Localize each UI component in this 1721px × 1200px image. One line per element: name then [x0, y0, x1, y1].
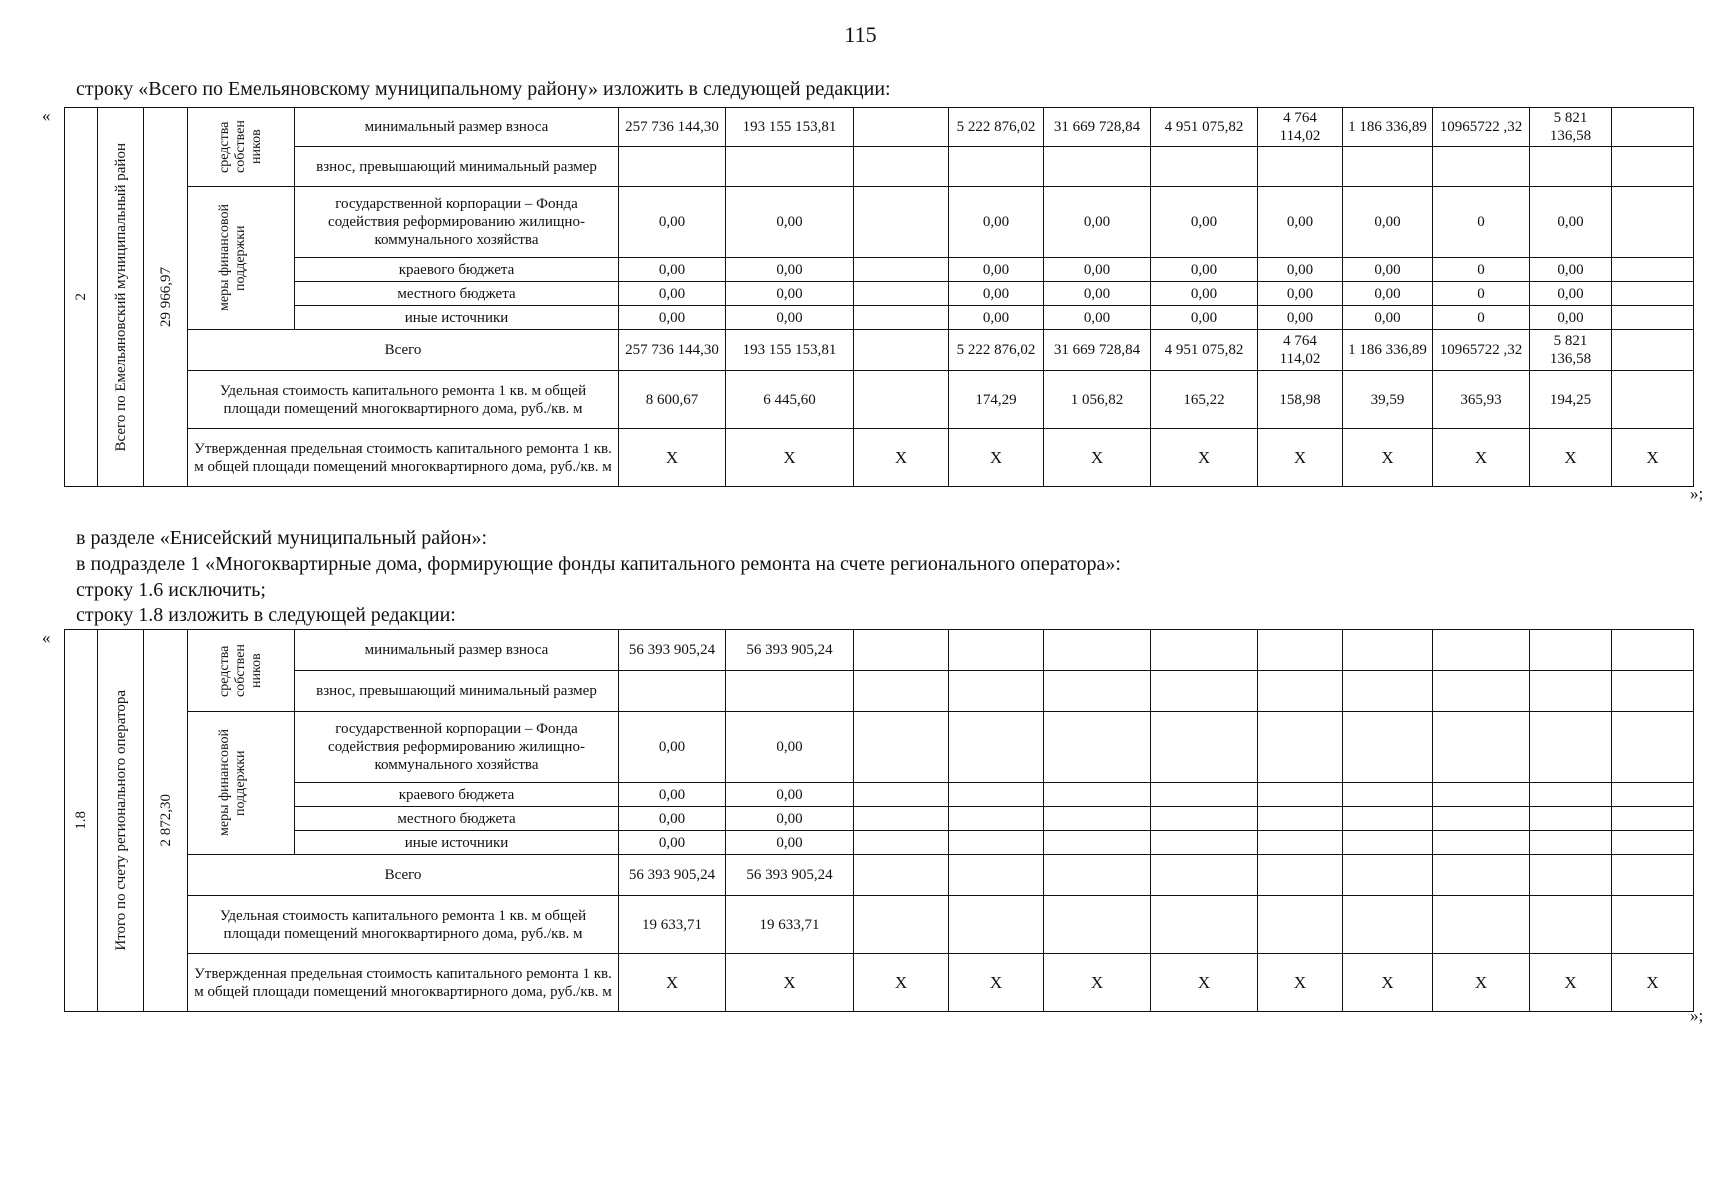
value-cell: 5 821 136,58 — [1530, 330, 1612, 371]
value-cell: 0,00 — [949, 306, 1044, 330]
table-row — [65, 712, 1694, 783]
value-cell — [949, 807, 1044, 831]
value-cell — [949, 671, 1044, 712]
value-cell — [1612, 306, 1694, 330]
value-cell: 0 — [1433, 187, 1530, 258]
value-cell: 158,98 — [1258, 371, 1343, 429]
value-cell: X — [1530, 954, 1612, 1012]
intro-line: строку «Всего по Емельяновскому муниципальному району» изложить в следующей редакции: — [76, 78, 891, 100]
value-cell: 194,25 — [1530, 371, 1612, 429]
value-cell — [1612, 807, 1694, 831]
value-cell: X — [619, 429, 726, 487]
value-cell: 39,59 — [1343, 371, 1433, 429]
section-line-1: в разделе «Енисейский муниципальный район»: — [76, 527, 488, 549]
value-cell: 193 155 153,81 — [726, 330, 854, 371]
row-number-cell — [65, 630, 98, 1012]
value-cell — [1343, 896, 1433, 954]
value-cell — [1258, 831, 1343, 855]
value-cell — [854, 807, 949, 831]
table-row — [65, 371, 1694, 429]
value-cell — [1612, 855, 1694, 896]
value-cell — [726, 147, 854, 187]
value-cell — [1258, 896, 1343, 954]
table-row — [65, 429, 1694, 487]
row-name: Итого по счету регионального оператора — [112, 690, 129, 951]
value-cell: X — [1258, 954, 1343, 1012]
value-cell: 0,00 — [619, 807, 726, 831]
value-cell: 0,00 — [1044, 306, 1151, 330]
value-cell — [1612, 258, 1694, 282]
value-cell — [1530, 855, 1612, 896]
value-cell — [1612, 108, 1694, 147]
value-cell: 5 222 876,02 — [949, 330, 1044, 371]
group-support-cell — [188, 712, 295, 855]
value-cell: X — [1044, 429, 1151, 487]
row-label: государственной корпорации – Фонда содействия реформированию жилищно-коммунального хозяйства — [295, 187, 619, 258]
value-cell: 0,00 — [619, 306, 726, 330]
table-row — [65, 671, 1694, 712]
group-owner-funds-label: средства собствен ников — [217, 644, 264, 697]
value-cell — [1044, 630, 1151, 671]
row-label: взнос, превышающий минимальный размер — [295, 147, 619, 187]
section-line-2: в подразделе 1 «Многоквартирные дома, формирующие фонды капитального ремонта на счете регионального оператора»: — [76, 553, 1121, 575]
open-quote-2: « — [42, 628, 51, 647]
value-cell: 257 736 144,30 — [619, 108, 726, 147]
value-cell — [1433, 807, 1530, 831]
value-cell: 0,00 — [726, 712, 854, 783]
value-cell — [1151, 855, 1258, 896]
value-cell — [1433, 783, 1530, 807]
value-cell: 0,00 — [949, 187, 1044, 258]
row-number-cell — [65, 108, 98, 487]
value-cell — [1151, 896, 1258, 954]
value-cell: X — [949, 429, 1044, 487]
value-cell — [1530, 630, 1612, 671]
table-row — [65, 630, 1694, 671]
value-cell — [1151, 630, 1258, 671]
value-cell — [854, 258, 949, 282]
value-cell: X — [1530, 429, 1612, 487]
value-cell — [949, 831, 1044, 855]
value-cell: 0,00 — [1258, 187, 1343, 258]
row-label: Всего — [188, 330, 619, 371]
value-cell — [1258, 147, 1343, 187]
value-cell — [1044, 671, 1151, 712]
value-cell — [619, 671, 726, 712]
value-cell — [1343, 712, 1433, 783]
value-cell: 0,00 — [1151, 306, 1258, 330]
value-cell: X — [1044, 954, 1151, 1012]
value-cell: 0,00 — [619, 831, 726, 855]
value-cell: 0,00 — [1151, 282, 1258, 306]
value-cell: 0,00 — [1530, 306, 1612, 330]
value-cell: 56 393 905,24 — [726, 630, 854, 671]
value-cell: 6 445,60 — [726, 371, 854, 429]
table-row — [65, 306, 1694, 330]
value-cell — [1258, 630, 1343, 671]
value-cell: 1 056,82 — [1044, 371, 1151, 429]
value-cell — [1343, 831, 1433, 855]
value-cell — [1433, 671, 1530, 712]
value-cell — [854, 831, 949, 855]
row-label: Утвержденная предельная стоимость капитального ремонта 1 кв. м общей площади помещений многоквартирного дома, руб./кв. м — [188, 429, 619, 487]
group-owner-funds-cell — [188, 108, 295, 187]
value-cell: 0,00 — [1530, 282, 1612, 306]
value-cell — [1530, 896, 1612, 954]
value-cell: 257 736 144,30 — [619, 330, 726, 371]
value-cell — [1343, 671, 1433, 712]
value-cell: 0,00 — [1530, 187, 1612, 258]
row-label: минимальный размер взноса — [295, 630, 619, 671]
table-row — [65, 783, 1694, 807]
value-cell: 4 764 114,02 — [1258, 330, 1343, 371]
row-label: иные источники — [295, 831, 619, 855]
value-cell — [619, 147, 726, 187]
value-cell: 0,00 — [1151, 258, 1258, 282]
value-cell — [1612, 671, 1694, 712]
value-cell — [1433, 831, 1530, 855]
row-label: иные источники — [295, 306, 619, 330]
value-cell: 0 — [1433, 306, 1530, 330]
value-cell — [1433, 896, 1530, 954]
page-number: 115 — [844, 22, 877, 47]
value-cell: 0,00 — [726, 831, 854, 855]
value-cell: 0,00 — [619, 783, 726, 807]
row-label: минимальный размер взноса — [295, 108, 619, 147]
row-label: Удельная стоимость капитального ремонта 1 кв. м общей площади помещений многоквартирного дома, руб./кв. м — [188, 896, 619, 954]
value-cell — [854, 147, 949, 187]
value-cell: X — [1343, 954, 1433, 1012]
value-cell: 5 821 136,58 — [1530, 108, 1612, 147]
value-cell: 4 951 075,82 — [1151, 108, 1258, 147]
value-cell — [854, 306, 949, 330]
row-name-cell — [98, 630, 144, 1012]
row-label: государственной корпорации – Фонда содействия реформированию жилищно-коммунального хозяйства — [295, 712, 619, 783]
value-cell: 10965722 ,32 — [1433, 108, 1530, 147]
value-cell — [1258, 855, 1343, 896]
value-cell — [1258, 783, 1343, 807]
row-label: местного бюджета — [295, 807, 619, 831]
row-name: Всего по Емельяновский муниципальный район — [112, 142, 129, 452]
table-row — [65, 954, 1694, 1012]
value-cell — [854, 896, 949, 954]
value-cell — [1258, 712, 1343, 783]
value-cell — [1343, 855, 1433, 896]
value-cell — [1612, 147, 1694, 187]
value-cell: 0,00 — [1343, 306, 1433, 330]
row-label: Утвержденная предельная стоимость капитального ремонта 1 кв. м общей площади помещений многоквартирного дома, руб./кв. м — [188, 954, 619, 1012]
row-name-cell — [98, 108, 144, 487]
value-cell — [1044, 712, 1151, 783]
section-line-4: строку 1.8 изложить в следующей редакции: — [76, 604, 456, 626]
table-row — [65, 831, 1694, 855]
value-cell: X — [726, 429, 854, 487]
value-cell — [854, 282, 949, 306]
value-cell: 19 633,71 — [619, 896, 726, 954]
close-quote-1: »; — [1690, 484, 1704, 503]
area-cell — [144, 630, 188, 1012]
row-label: краевого бюджета — [295, 783, 619, 807]
row-label: Удельная стоимость капитального ремонта 1 кв. м общей площади помещений многоквартирного дома, руб./кв. м — [188, 371, 619, 429]
value-cell: 0,00 — [1044, 258, 1151, 282]
value-cell: 0,00 — [726, 258, 854, 282]
value-cell: 4 951 075,82 — [1151, 330, 1258, 371]
value-cell: 56 393 905,24 — [726, 855, 854, 896]
value-cell: 0,00 — [619, 258, 726, 282]
open-quote-1: « — [42, 106, 51, 125]
section-line-3: строку 1.6 исключить; — [76, 579, 266, 601]
value-cell — [1612, 896, 1694, 954]
table-row — [65, 855, 1694, 896]
value-cell — [1612, 187, 1694, 258]
value-cell: 0,00 — [1044, 187, 1151, 258]
value-cell: 1 186 336,89 — [1343, 330, 1433, 371]
value-cell — [726, 671, 854, 712]
row-label: местного бюджета — [295, 282, 619, 306]
value-cell — [1433, 855, 1530, 896]
value-cell: 56 393 905,24 — [619, 855, 726, 896]
value-cell — [1151, 831, 1258, 855]
value-cell: 0,00 — [726, 282, 854, 306]
value-cell — [854, 108, 949, 147]
value-cell: 19 633,71 — [726, 896, 854, 954]
value-cell: 0,00 — [1151, 187, 1258, 258]
value-cell — [854, 330, 949, 371]
value-cell — [1530, 712, 1612, 783]
value-cell — [949, 147, 1044, 187]
value-cell — [1343, 807, 1433, 831]
value-cell — [1044, 783, 1151, 807]
value-cell — [1530, 807, 1612, 831]
value-cell: 8 600,67 — [619, 371, 726, 429]
value-cell — [1612, 712, 1694, 783]
value-cell: 0,00 — [1343, 187, 1433, 258]
value-cell — [1044, 147, 1151, 187]
table-row — [65, 282, 1694, 306]
group-support-cell — [188, 187, 295, 330]
value-cell: 0,00 — [619, 282, 726, 306]
table-emelyanovsky-total — [64, 107, 1694, 487]
value-cell — [1612, 282, 1694, 306]
table-row — [65, 896, 1694, 954]
value-cell: 0,00 — [619, 187, 726, 258]
value-cell — [1258, 807, 1343, 831]
value-cell — [1343, 147, 1433, 187]
value-cell — [854, 855, 949, 896]
value-cell: 0 — [1433, 258, 1530, 282]
value-cell: X — [1343, 429, 1433, 487]
value-cell: 10965722 ,32 — [1433, 330, 1530, 371]
value-cell: X — [1151, 954, 1258, 1012]
value-cell — [1433, 630, 1530, 671]
value-cell: 193 155 153,81 — [726, 108, 854, 147]
value-cell — [1612, 371, 1694, 429]
value-cell: X — [1612, 954, 1694, 1012]
value-cell: 0,00 — [1258, 258, 1343, 282]
row-label: краевого бюджета — [295, 258, 619, 282]
value-cell — [854, 187, 949, 258]
row-label: Всего — [188, 855, 619, 896]
value-cell — [1151, 783, 1258, 807]
table-row — [65, 807, 1694, 831]
value-cell — [949, 712, 1044, 783]
value-cell — [854, 783, 949, 807]
area-value: 29 966,97 — [157, 267, 174, 327]
value-cell: X — [1151, 429, 1258, 487]
value-cell — [1044, 855, 1151, 896]
value-cell: 0,00 — [1258, 282, 1343, 306]
value-cell: 174,29 — [949, 371, 1044, 429]
value-cell: 0,00 — [726, 187, 854, 258]
group-owner-funds-label: средства собствен ников — [217, 120, 264, 174]
group-support-label: меры финансовой поддержки — [217, 729, 248, 837]
value-cell — [1044, 831, 1151, 855]
table-row — [65, 147, 1694, 187]
area-cell — [144, 108, 188, 487]
value-cell: 0,00 — [1258, 306, 1343, 330]
row-number: 1.8 — [73, 811, 89, 830]
value-cell — [854, 712, 949, 783]
value-cell: 0 — [1433, 282, 1530, 306]
group-owner-funds-cell — [188, 630, 295, 712]
value-cell — [949, 855, 1044, 896]
value-cell — [1530, 783, 1612, 807]
value-cell — [1151, 147, 1258, 187]
value-cell — [1612, 630, 1694, 671]
value-cell: X — [1258, 429, 1343, 487]
value-cell: 0,00 — [726, 807, 854, 831]
value-cell: 0,00 — [949, 282, 1044, 306]
value-cell: 0,00 — [619, 712, 726, 783]
value-cell — [854, 630, 949, 671]
row-number: 2 — [73, 293, 89, 301]
value-cell — [1151, 807, 1258, 831]
table-row — [65, 108, 1694, 147]
value-cell — [1530, 671, 1612, 712]
value-cell — [1343, 630, 1433, 671]
value-cell: 4 764 114,02 — [1258, 108, 1343, 147]
value-cell — [1433, 712, 1530, 783]
value-cell — [1530, 147, 1612, 187]
group-support-label: меры финансовой поддержки — [217, 204, 248, 312]
value-cell: 31 669 728,84 — [1044, 330, 1151, 371]
value-cell: X — [854, 429, 949, 487]
value-cell: 0,00 — [949, 258, 1044, 282]
value-cell: X — [854, 954, 949, 1012]
value-cell — [1612, 783, 1694, 807]
value-cell — [949, 630, 1044, 671]
value-cell: 0,00 — [1044, 282, 1151, 306]
value-cell — [1433, 147, 1530, 187]
value-cell — [1612, 831, 1694, 855]
value-cell: X — [1433, 429, 1530, 487]
value-cell — [854, 371, 949, 429]
table-yenisei-1-8 — [64, 629, 1694, 1012]
table-row — [65, 187, 1694, 258]
value-cell — [1151, 712, 1258, 783]
value-cell — [949, 783, 1044, 807]
value-cell: X — [619, 954, 726, 1012]
value-cell — [1258, 671, 1343, 712]
value-cell: 1 186 336,89 — [1343, 108, 1433, 147]
value-cell — [1151, 671, 1258, 712]
row-label: взнос, превышающий минимальный размер — [295, 671, 619, 712]
value-cell — [1530, 831, 1612, 855]
area-value: 2 872,30 — [157, 794, 174, 847]
value-cell: X — [1433, 954, 1530, 1012]
value-cell: 31 669 728,84 — [1044, 108, 1151, 147]
value-cell: 0,00 — [726, 306, 854, 330]
value-cell: X — [1612, 429, 1694, 487]
value-cell — [1044, 896, 1151, 954]
value-cell: 0,00 — [1343, 258, 1433, 282]
table-row — [65, 258, 1694, 282]
value-cell: 165,22 — [1151, 371, 1258, 429]
value-cell: X — [949, 954, 1044, 1012]
value-cell: 0,00 — [1343, 282, 1433, 306]
value-cell: X — [726, 954, 854, 1012]
value-cell: 365,93 — [1433, 371, 1530, 429]
table-row — [65, 330, 1694, 371]
value-cell: 56 393 905,24 — [619, 630, 726, 671]
value-cell — [1044, 807, 1151, 831]
value-cell — [1343, 783, 1433, 807]
value-cell: 0,00 — [726, 783, 854, 807]
value-cell — [949, 896, 1044, 954]
close-quote-2: »; — [1690, 1006, 1704, 1025]
value-cell — [1612, 330, 1694, 371]
value-cell: 0,00 — [1530, 258, 1612, 282]
value-cell — [854, 671, 949, 712]
value-cell: 5 222 876,02 — [949, 108, 1044, 147]
